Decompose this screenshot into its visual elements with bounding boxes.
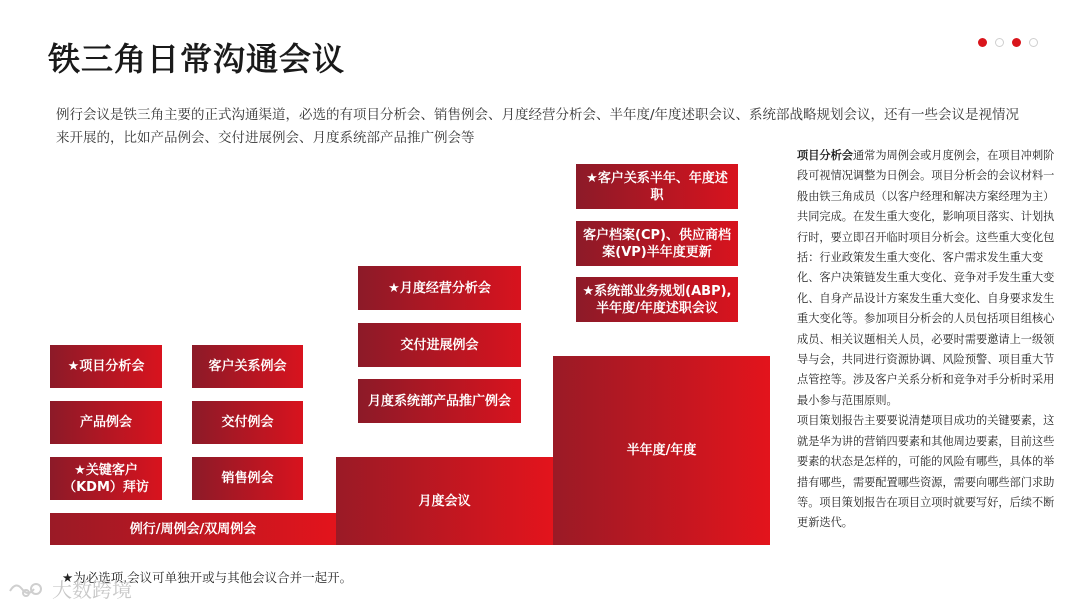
level2-base: 月度会议 bbox=[336, 457, 553, 545]
page-title: 铁三角日常沟通会议 bbox=[48, 40, 346, 78]
level1-item: 客户关系例会 bbox=[192, 345, 303, 388]
level2-item: 交付进展例会 bbox=[358, 323, 521, 367]
level2-item: 月度系统部产品推广例会 bbox=[358, 379, 521, 423]
pagination-dot[interactable] bbox=[978, 38, 987, 47]
level3-item: ★系统部业务规划(ABP), 半年度/年度述职会议 bbox=[576, 277, 738, 322]
level1-item: 交付例会 bbox=[192, 401, 303, 444]
level2-item: ★月度经营分析会 bbox=[358, 266, 521, 310]
level1-item: 产品例会 bbox=[50, 401, 162, 444]
watermark-text: 大数跨境 bbox=[52, 578, 132, 602]
pagination-dots bbox=[978, 38, 1038, 47]
intro-paragraph: 例行会议是铁三角主要的正式沟通渠道，必选的有项目分析会、销售例会、月度经营分析会、半年度/年度述职会议、系统部战略规划会议，还有一些会议是视情况来开展的，比如产品例会、交付进展例会、月度系统部产品推广例会等 bbox=[56, 107, 1020, 146]
sidebar-keyword: 项目分析会 bbox=[797, 149, 853, 162]
level1-item: ★关键客户（KDM）拜访 bbox=[50, 457, 162, 500]
sidebar-paragraph-1 bbox=[797, 146, 1059, 411]
watermark-logo-icon bbox=[6, 577, 46, 601]
level3-item: ★客户关系半年、年度述职 bbox=[576, 164, 738, 209]
sidebar-paragraph-2: 项目策划报告主要要说清楚项目成功的关键要素，这就是华为讲的营销四要素和其他周边要素，目前这些要素的状态是怎样的，可能的风险有哪些，具体的举措有哪些，需要配置哪些资源，需要向哪些部门求助等。项目策划报告在项目立项时就要写好，后续不断更新迭代。 bbox=[797, 414, 1055, 530]
pagination-dot[interactable] bbox=[1012, 38, 1021, 47]
level1-item: 销售例会 bbox=[192, 457, 303, 500]
level3-item: 客户档案(CP)、供应商档案(VP)半年度更新 bbox=[576, 221, 738, 266]
level3-base: 半年度/年度 bbox=[553, 356, 770, 545]
level1-item: ★项目分析会 bbox=[50, 345, 162, 388]
watermark bbox=[6, 574, 132, 603]
sidebar-text: 通常为周例会或月度例会，在项目冲刺阶段可视情况调整为日例会。项目分析会的会议材料一般由铁三角成员（以客户经理和解决方案经理为主）共同完成。在发生重大变化，影响项目落实、计划执行时，要立即召开临时项目分析会。这些重大变化包括：行业政策发生重大变化、客户需求发生重大变化、客户决策链发生重大变化、竞争对手发生重大变化、自身产品设计方案发生重大变化、自身要求发生重大变化等。参加项目分析会的人员包括项目组核心成员、相关议题相关人员，必要时需要邀请上一级领导与会，共同进行资源协调、风险预警、项目重大节点管控等。涉及客户关系分析和竞争对手分析时采用最小参与范围原则。 bbox=[797, 149, 1055, 407]
pagination-dot[interactable] bbox=[995, 38, 1004, 47]
pagination-dot[interactable] bbox=[1029, 38, 1038, 47]
sidebar-description bbox=[797, 146, 1059, 534]
footnote: ★为必选项,会议可单独开或与其他会议合并一起开。 bbox=[62, 570, 353, 585]
level1-base: 例行/周例会/双周例会 bbox=[50, 513, 336, 545]
